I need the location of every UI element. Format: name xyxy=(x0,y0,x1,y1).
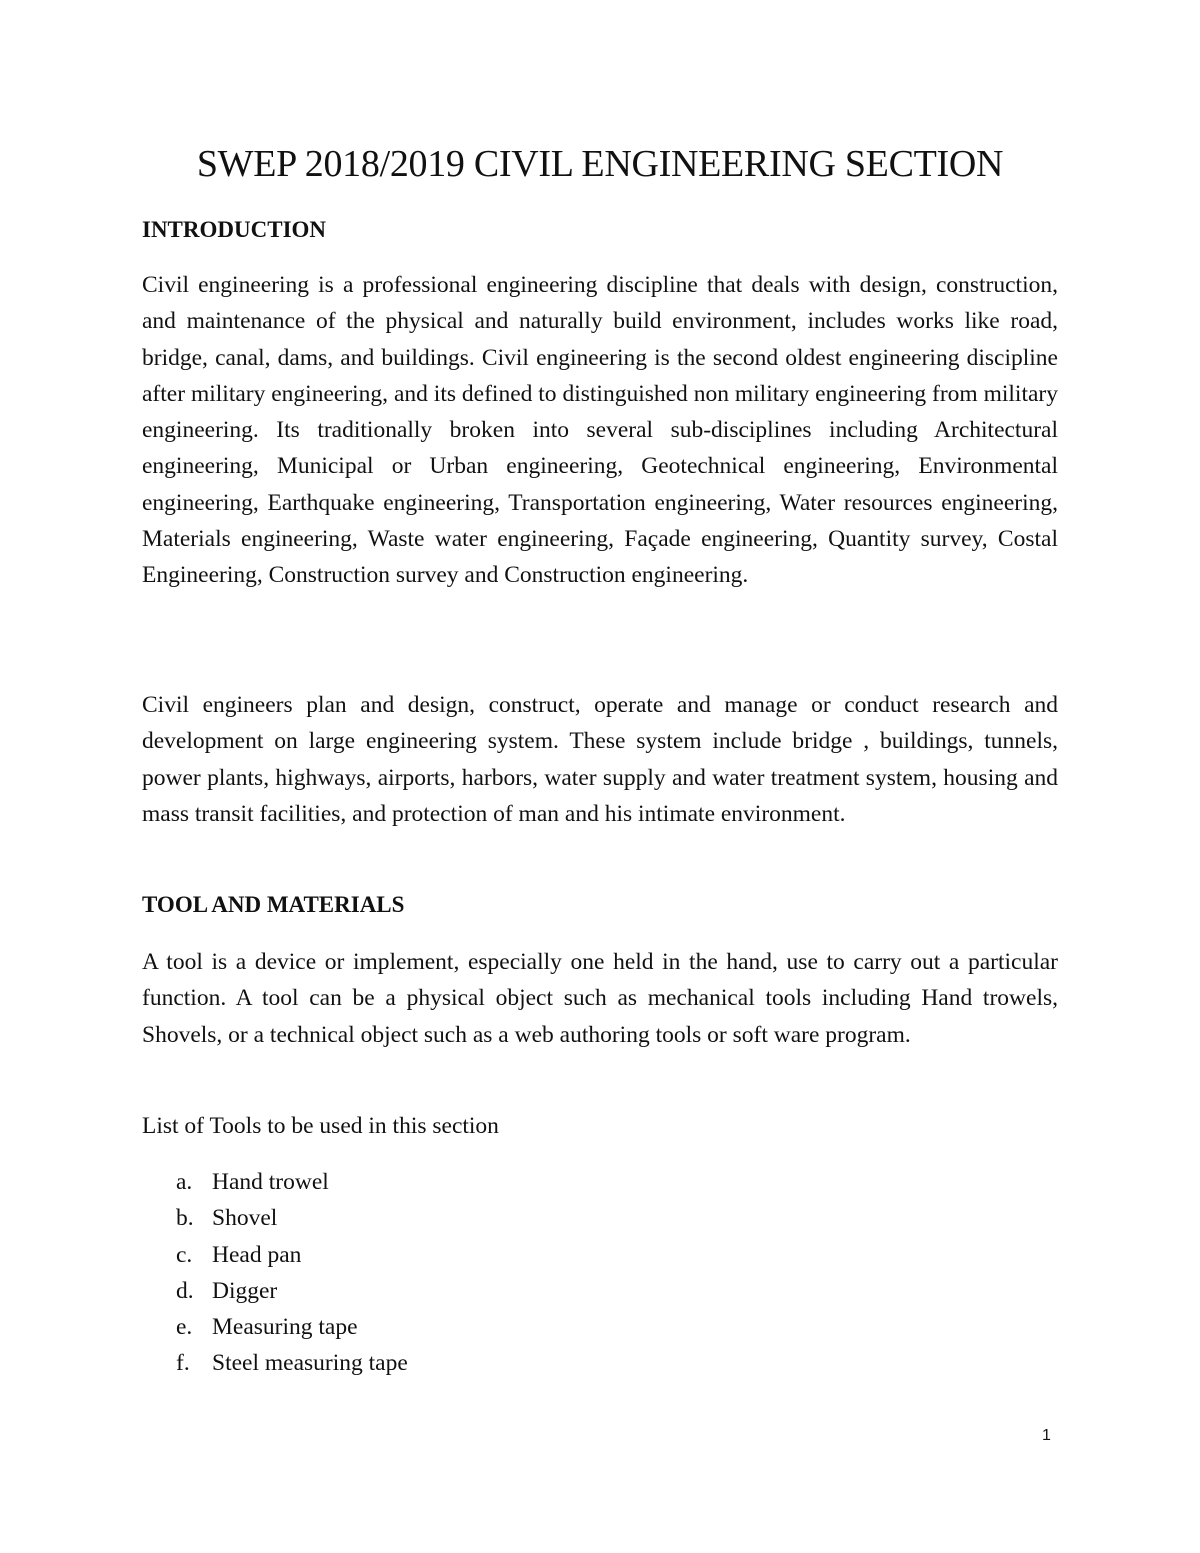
list-marker: f. xyxy=(176,1350,190,1377)
list-item xyxy=(142,1273,408,1309)
list-marker: d. xyxy=(176,1277,194,1304)
tools-paragraph: A tool is a device or implement, especially one held in the hand, use to carry out a particular function. A tool can be a physical object such as mechanical tools including Hand trowels, Shovels, or a technical object such as a web authoring tools or soft ware program. xyxy=(142,949,1058,1048)
list-item-text: Steel measuring tape xyxy=(212,1350,408,1377)
list-marker: e. xyxy=(176,1314,193,1341)
introduction-heading: INTRODUCTION xyxy=(142,217,327,242)
page-number: 1 xyxy=(1042,1427,1051,1444)
list-item xyxy=(142,1200,408,1236)
list-item xyxy=(142,1345,408,1381)
list-item xyxy=(142,1237,408,1273)
list-item xyxy=(142,1164,408,1200)
list-marker: a. xyxy=(176,1169,193,1195)
introduction-paragraph-2: Civil engineers plan and design, construct, operate and manage or conduct research and development on large engineering system. These system include bridge , buildings, tunnels, power plants, highways, airports, harbors, water supply and water treatment system, housing and mass transit facilities, and protection of man and his intimate environment. xyxy=(142,692,1058,827)
list-item-text: Hand trowel xyxy=(212,1169,329,1195)
list-item-text: Measuring tape xyxy=(212,1314,358,1341)
list-item-text: Head pan xyxy=(212,1241,302,1268)
list-item-text: Digger xyxy=(212,1277,278,1304)
list-item-text: Shovel xyxy=(212,1205,278,1232)
introduction-paragraph-1: Civil engineering is a professional engineering discipline that deals with design, construction, and maintenance of the physical and naturally build environment, includes works like road, bridge, canal, dams, and buildings. Civil engineering is the second oldest engineering discipline after military engineering, and its defined to distinguished non military engineering from military engineering. Its traditionally broken into several sub-disciplines including Architectural engineering, Municipal or Urban engineering, Geotechnical engineering, Environmental engineering, Earthquake engineering, Transportation engineering, Water resources engineering, Materials engineering, Waste water engineering, Façade engineering, Quantity survey, Costal Engineering, Construction survey and Construction engineering. xyxy=(142,272,1058,589)
tools-heading: TOOL AND MATERIALS xyxy=(142,892,405,917)
list-marker: b. xyxy=(176,1205,194,1232)
list-item xyxy=(142,1309,408,1345)
document-title: SWEP 2018/2019 CIVIL ENGINEERING SECTION xyxy=(196,143,1004,185)
tools-list-intro: List of Tools to be used in this section xyxy=(142,1113,499,1139)
tools-list xyxy=(142,1164,408,1382)
list-marker: c. xyxy=(176,1241,193,1268)
